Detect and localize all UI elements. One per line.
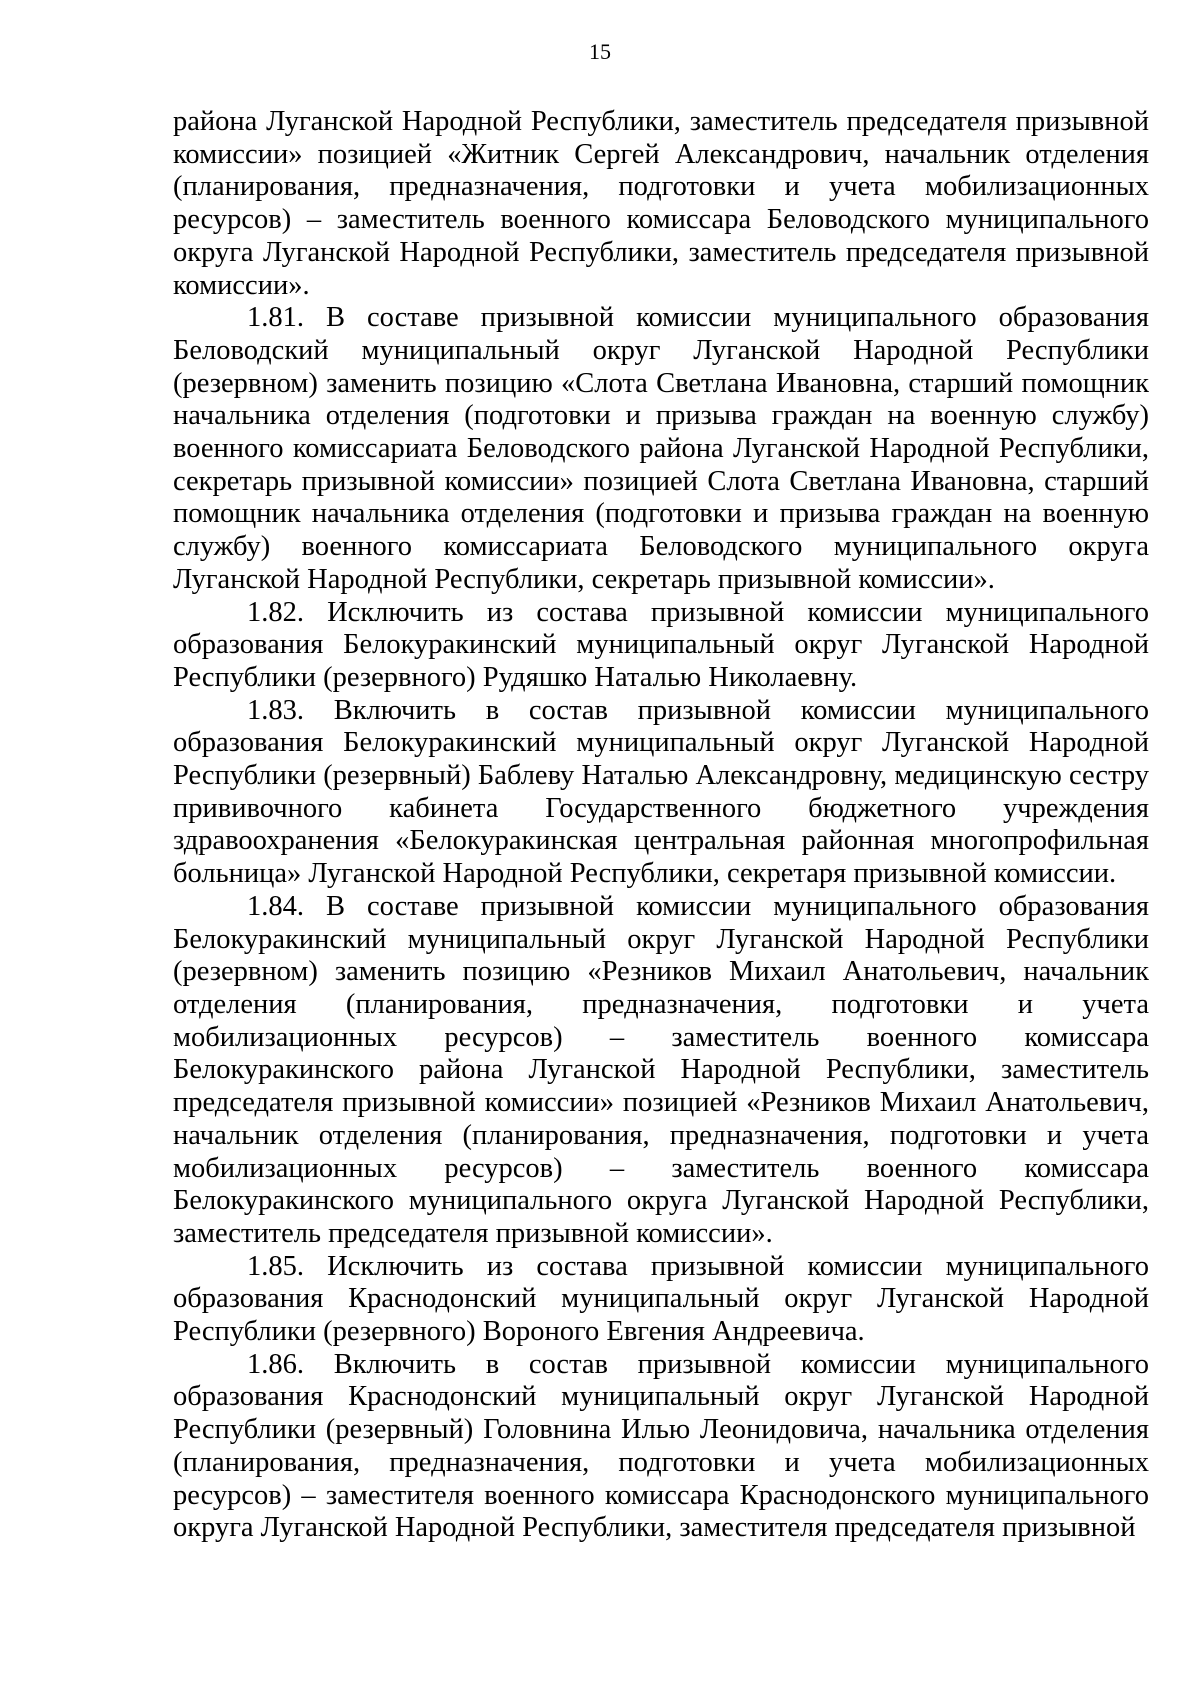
paragraph-number: 1.81. — [247, 302, 304, 334]
paragraph-text: района Луганской Народной Республики, заместитель председателя призывной комиссии» позицией «Житник Сергей Александрович, начальник отделения (планирования, предназначения, подготовки и учета мобилизационных ресурсов) – заместитель военного комиссара Беловодского муниципального округа Луганской Народной Республики, заместитель председателя призывной комиссии». — [173, 106, 1149, 301]
paragraph-1-81 — [173, 302, 1149, 596]
paragraph-1-85 — [173, 1251, 1149, 1349]
page-number: 15 — [589, 39, 611, 64]
paragraph-1-86 — [173, 1349, 1149, 1545]
paragraph-text: В составе призывной комиссии муниципального образования Беловодский муниципальный округ Луганской Народной Республики (резервном) заменить позицию «Слота Светлана Ивановна, старший помощник начальника отделения (подготовки и призыва граждан на военную службу) военного комиссариата Беловодского района Луганской Народной Республики, секретарь призывной комиссии» позицией Слота Светлана Ивановна, старший помощник начальника отделения (подготовки и призыва граждан на военную службу) военного комиссариата Беловодского муниципального округа Луганской Народной Республики, секретарь призывной комиссии». — [173, 302, 1150, 595]
paragraph-1-84 — [173, 891, 1149, 1251]
paragraph-number: 1.83. — [247, 694, 304, 726]
document-body — [173, 106, 1149, 1545]
paragraph-number: 1.85. — [247, 1250, 304, 1282]
paragraph-1-83 — [173, 695, 1149, 891]
paragraph-number: 1.82. — [247, 596, 304, 628]
paragraph-text: Исключить из состава призывной комиссии муниципального образования Белокуракинский муниципальный округ Луганской Народной Республики (резервного) Рудяшко Наталью Николаевну. — [173, 596, 1149, 693]
paragraph-continuation — [173, 106, 1149, 302]
paragraph-text: В составе призывной комиссии муниципального образования Белокуракинский муниципальный округ Луганской Народной Республики (резервном) заменить позицию «Резников Михаил Анатольевич, начальник отделения (планирования, предназначения, подготовки и учета мобилизационных ресурсов) – заместитель военного комиссара Белокуракинского района Луганской Народной Республики, заместитель председателя призывной комиссии» позицией «Резников Михаил Анатольевич, начальник отделения (планирования, предназначения, подготовки и учета мобилизационных ресурсов) – заместитель военного комиссара Белокуракинского муниципального округа Луганской Народной Республики, заместитель председателя призывной комиссии». — [173, 890, 1150, 1249]
paragraph-1-82 — [173, 597, 1149, 695]
paragraph-text: Исключить из состава призывной комиссии муниципального образования Краснодонский муниципальный округ Луганской Народной Республики (резервного) Вороного Евгения Андреевича. — [173, 1250, 1149, 1348]
paragraph-number: 1.84. — [247, 890, 304, 922]
paragraph-text: Включить в состав призывной комиссии муниципального образования Белокуракинский муниципальный округ Луганской Народной Республики (резервный) Баблеву Наталью Александровну, медицинскую сестру прививочного кабинета Государственного бюджетного учреждения здравоохранения «Белокуракинская центральная районная многопрофильная больница» Луганской Народной Республики, секретаря призывной комиссии. — [173, 694, 1149, 890]
paragraph-text: Включить в состав призывной комиссии муниципального образования Краснодонский муниципальный округ Луганской Народной Республики (резервный) Головнина Илью Леонидовича, начальника отделения (планирования, предназначения, подготовки и учета мобилизационных ресурсов) – заместителя военного комиссара Краснодонского муниципального округа Луганской Народной Республики, заместителя председателя призывной — [173, 1348, 1149, 1544]
paragraph-number: 1.86. — [247, 1348, 304, 1380]
